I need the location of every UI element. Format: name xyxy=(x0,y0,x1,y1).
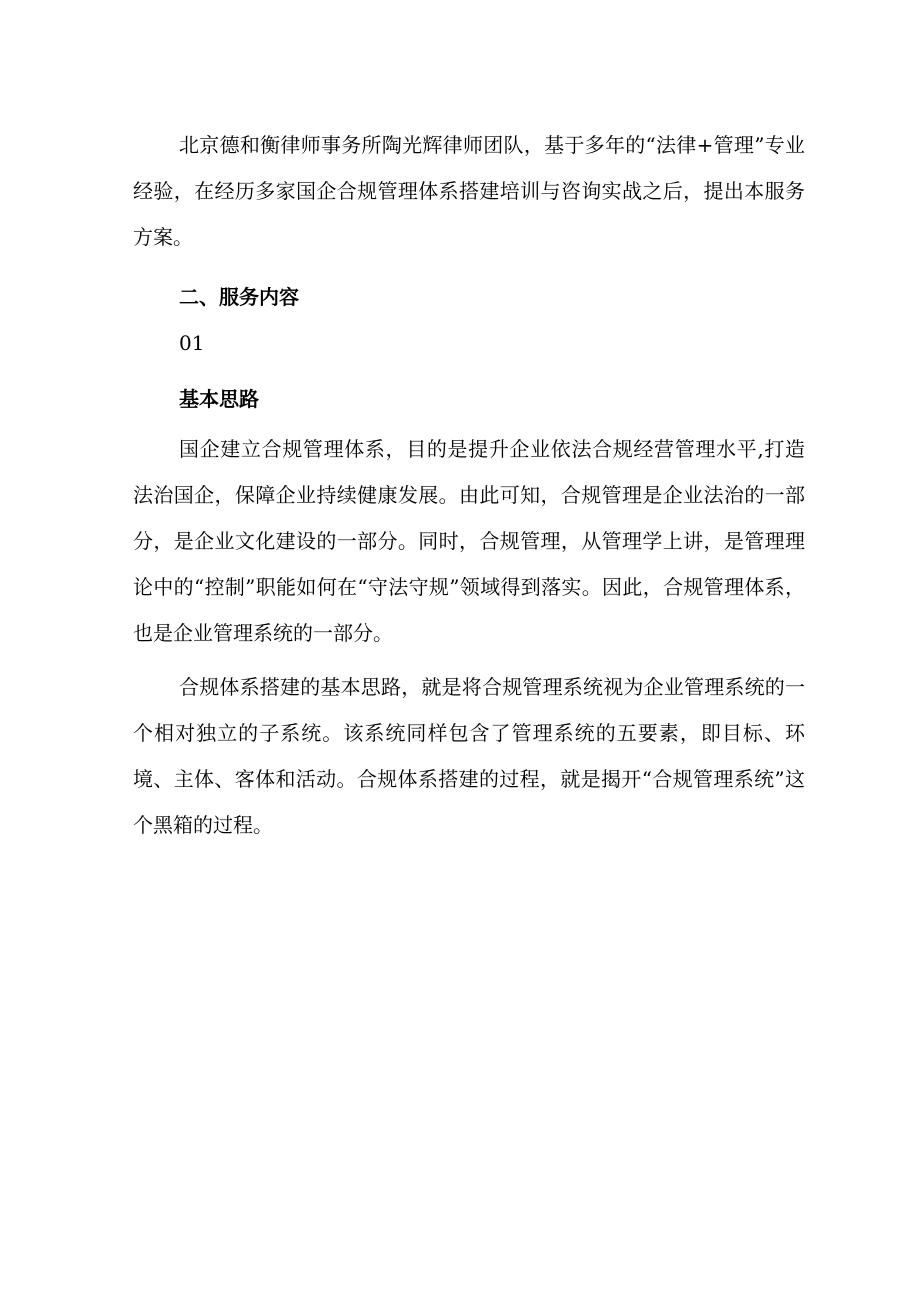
item-number: 01 xyxy=(179,331,205,355)
body-paragraph-1: 国企建立合规管理体系，目的是提升企业依法合规经营管理水平,打造法治国企，保障企业持续健康发展。由此可知，合规管理是企业法治的一部分，是企业文化建设的一部分。同时，合规管理，从管理学上讲，是管理理论中的“控制”职能如何在“守法守规”领域得到落实。因此，合规管理体系，也是企业管理系统的一部分。 xyxy=(133,437,805,645)
subsection-heading: 基本思路 xyxy=(179,387,259,411)
body-paragraph-2: 合规体系搭建的基本思路，就是将合规管理系统视为企业管理系统的一个相对独立的子系统。该系统同样包含了管理系统的五要素，即目标、环境、主体、客体和活动。合规体系搭建的过程，就是揭开“合规管理系统”这个黑箱的过程。 xyxy=(133,675,805,837)
document-body xyxy=(133,122,805,856)
intro-paragraph: 北京德和衡律师事务所陶光辉律师团队，基于多年的“法律+管理”专业经验，在经历多家国企合规管理体系搭建培训与咨询实战之后，提出本服务方案。 xyxy=(133,133,805,249)
section-heading: 二、服务内容 xyxy=(179,285,299,309)
